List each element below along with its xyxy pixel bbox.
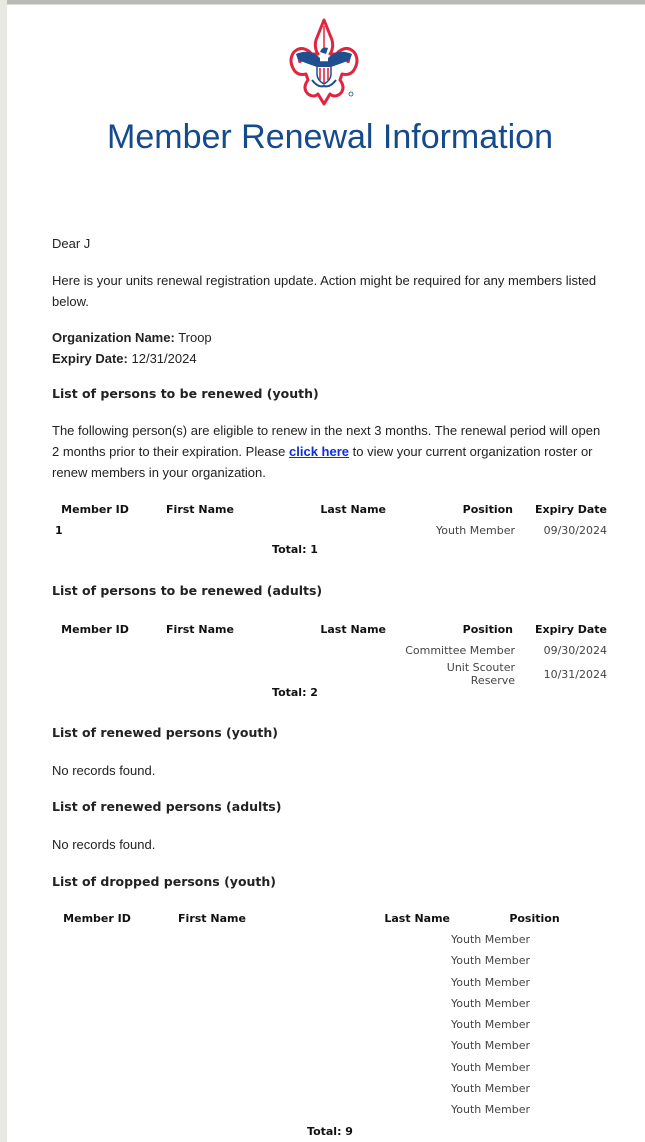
column-header-first-name: First Name	[166, 503, 234, 516]
cell-last-name	[262, 520, 402, 541]
organization-expiry-value: 12/31/2024	[131, 351, 197, 366]
cell-first-name	[138, 661, 262, 687]
renew-youth-table	[52, 499, 607, 541]
table-header-row	[52, 908, 607, 929]
organization-name-value: Troop	[178, 330, 212, 345]
table-row	[451, 1035, 530, 1056]
organization-name-label: Organization Name:	[52, 330, 175, 345]
cell-expiry-date: 10/31/2024	[543, 667, 607, 681]
bsa-logo-icon	[288, 18, 360, 106]
organization-expiry-line	[52, 348, 608, 369]
intro-paragraph	[52, 270, 608, 312]
section-heading-dropped-youth: List of dropped persons (youth)	[52, 874, 277, 889]
table-row	[451, 929, 530, 950]
table-row	[451, 950, 530, 971]
table-header-row	[52, 499, 607, 520]
column-header-expiry-date: Expiry Date	[535, 503, 607, 516]
renew-youth-description	[52, 420, 608, 483]
cell-position: Youth Member	[451, 975, 530, 989]
column-header-last-name: Last Name	[320, 623, 386, 636]
cell-position: Youth Member	[451, 1039, 530, 1053]
organization-info	[52, 327, 608, 369]
column-header-member-id: Member ID	[63, 912, 131, 925]
table-row	[52, 520, 607, 541]
cell-position: Youth Member	[451, 1103, 530, 1117]
empty-message: No records found.	[52, 837, 156, 852]
cell-position: Youth Member	[451, 1018, 530, 1032]
renew-youth-description-text	[52, 420, 608, 483]
section-heading-renewed-youth: List of renewed persons (youth)	[52, 725, 278, 740]
table-row	[451, 1099, 530, 1120]
cell-first-name	[138, 640, 262, 661]
empty-message: No records found.	[52, 763, 156, 778]
renew-adults-table	[52, 619, 607, 687]
window-top-border	[0, 0, 645, 5]
cell-position: Unit Scouter Reserve	[446, 661, 515, 687]
window-left-rail	[0, 0, 7, 1142]
renewed-adults-empty	[52, 834, 608, 855]
cell-position: Youth Member	[451, 996, 530, 1010]
cell-position: Youth Member	[451, 1060, 530, 1074]
greeting-text: Dear J	[52, 236, 91, 251]
column-header-member-id: Member ID	[61, 503, 129, 516]
click-here-link[interactable]: click here	[289, 444, 350, 459]
description-after: to view your current organization roster or renew members in your organization.	[52, 444, 593, 480]
cell-expiry-date: 09/30/2024	[543, 644, 607, 657]
organization-name-line	[52, 327, 608, 348]
column-header-expiry-date: Expiry Date	[535, 623, 607, 636]
table-header-row	[52, 619, 607, 640]
column-header-first-name: First Name	[178, 912, 246, 925]
cell-last-name	[262, 640, 402, 661]
table-row	[451, 1078, 530, 1099]
greeting	[52, 233, 608, 254]
table-row	[451, 993, 530, 1014]
table-row	[451, 1014, 530, 1035]
cell-expiry-date: 09/30/2024	[543, 524, 607, 537]
renewed-youth-empty	[52, 760, 608, 781]
section-heading-renew-adults: List of persons to be renewed (adults)	[52, 583, 323, 598]
dropped-youth-rows	[451, 929, 530, 1121]
table-row	[451, 972, 530, 993]
dropped-youth-table	[52, 908, 607, 929]
renew-adults-total: Total: 2	[272, 686, 318, 699]
column-header-position: Position	[509, 912, 560, 925]
cell-position: Youth Member	[451, 1082, 530, 1096]
cell-last-name	[262, 661, 402, 687]
cell-member-id: 1	[55, 524, 63, 537]
column-header-member-id: Member ID	[61, 623, 129, 636]
table-row	[52, 661, 607, 687]
column-header-position: Position	[462, 503, 513, 516]
cell-member-id	[52, 661, 138, 687]
section-heading-renewed-adults: List of renewed persons (adults)	[52, 799, 282, 814]
table-row	[52, 640, 607, 661]
intro-text: Here is your units renewal registration update. Action might be required for any members listed below.	[52, 273, 597, 309]
cell-first-name	[138, 520, 262, 541]
cell-position: Committee Member	[405, 644, 515, 657]
column-header-last-name: Last Name	[384, 912, 450, 925]
description-before: The following person(s) are eligible to renew in the next 3 months. The renewal period will open 2 months prior to their expiration. Please	[52, 423, 601, 459]
section-heading-renew-youth: List of persons to be renewed (youth)	[52, 386, 319, 401]
cell-member-id	[52, 640, 138, 661]
organization-expiry-label: Expiry Date:	[52, 351, 128, 366]
renew-youth-total: Total: 1	[272, 543, 318, 556]
cell-position: Youth Member	[451, 954, 530, 968]
column-header-last-name: Last Name	[320, 503, 386, 516]
column-header-position: Position	[462, 623, 513, 636]
page-title: Member Renewal Information	[107, 118, 553, 156]
table-row	[451, 1057, 530, 1078]
column-header-first-name: First Name	[166, 623, 234, 636]
cell-position: Youth Member	[451, 933, 530, 946]
cell-position: Youth Member	[436, 524, 515, 537]
dropped-youth-total: Total: 9	[307, 1125, 353, 1138]
